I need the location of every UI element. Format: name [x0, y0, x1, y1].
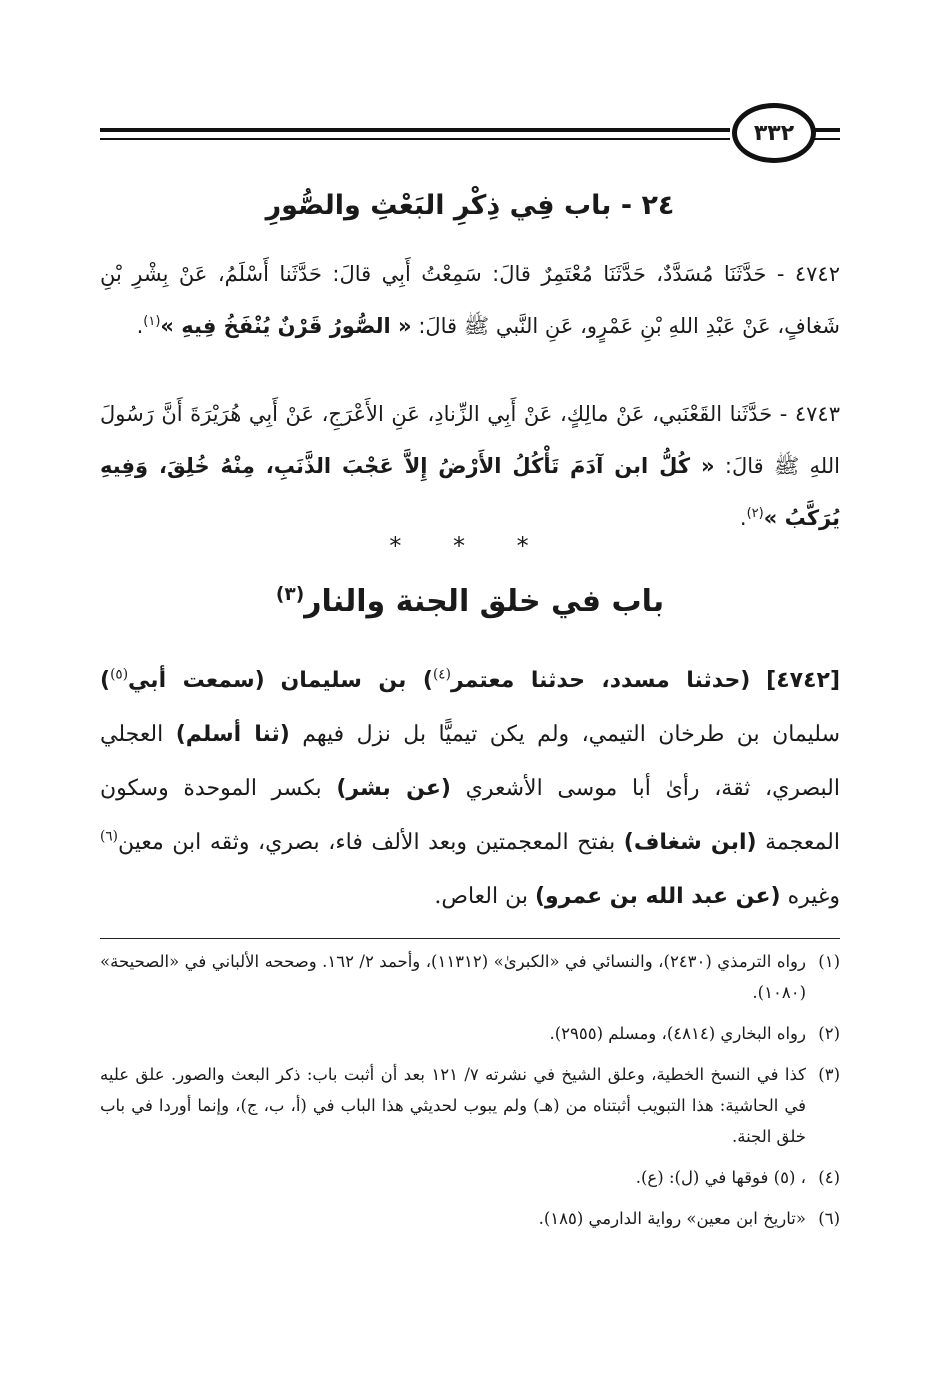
hadith-matn: « كُلُّ ابن آدَمَ تَأْكُلُ الأَرْضُ إِلاَّ عَجْبَ الذَّنَبِ، مِنْهُ خُلِقَ، وَفِيهِ يُرَكَّبُ »: [100, 454, 840, 530]
commentary-paragraph: [100, 654, 840, 924]
section-title-text: باب في خلق الجنة والنار: [304, 584, 665, 619]
footnote-divider: [100, 938, 840, 939]
footnote-ref: (٥): [110, 666, 129, 683]
header-rule-thin: [100, 138, 730, 140]
commentary-quote: (سمعت أبي: [128, 668, 265, 693]
hadith-matn: « الصُّورُ قَرْنٌ يُنْفَخُ فِيهِ »: [160, 314, 412, 338]
footnote-ref: (٦): [100, 828, 118, 845]
commentary-text: بكسر الموحدة وسكون المعجمة: [100, 776, 840, 855]
commentary-quote: (حدثنا مسدد، حدثنا معتمر: [450, 668, 751, 693]
footnote-text: كذا في النسخ الخطية، وعلق الشيخ في نشرته ٧/ ١٢١ بعد أن أثبت باب: ذكر البعث والصور. علق عليه في الحاشية: هذا التبويب أثبتناه من (هـ) ولم يبوب لحديثي هذا الباب في (أ، ب، ج)، وإنما أوردا في باب خلق الجنة.: [100, 1065, 806, 1146]
page-number: ٣٣٢: [732, 103, 816, 163]
footnote-6: [100, 1203, 840, 1234]
footnote-number: (٦): [818, 1209, 840, 1228]
footnote-number: (٤): [818, 1168, 840, 1187]
footnote-1: [100, 946, 840, 1008]
footnote-ref: (٢): [746, 506, 764, 521]
footnote-text: رواه البخاري (٤٨١٤)، ومسلم (٢٩٥٥).: [549, 1024, 806, 1043]
hadith-isnad: حَدَّثَنَا مُسَدَّدٌ، حَدَّثَنَا مُعْتَمِرٌ قالَ: سَمِعْتُ أَبِي قالَ: حَدَّثَنا أَسْلَمُ، عَنْ بِشْرِ بْنِ شَغافٍ، عَنْ عَبْدِ اللهِ بْنِ عَمْرٍو، عَنِ النَّبي ﷺ قالَ:: [100, 262, 840, 338]
section-title: [100, 584, 840, 619]
footnote-text: «تاريخ ابن معين» رواية الدارمي (١٨٥).: [538, 1209, 806, 1228]
commentary-quote: (عن بشر): [336, 776, 451, 801]
hadith-number: ٤٧٤٣: [794, 402, 840, 426]
commentary-quote: (ابن شغاف): [623, 830, 757, 855]
commentary-text: سليمان بن طرخان التيمي، ولم يكن تيميًّا بل نزل فيهم: [302, 722, 841, 747]
hadith-4743: ٤٧٤٣ - حَدَّثَنا القَعْنَبي، عَنْ مالِكٍ، عَنْ أَبِي الزِّنادِ، عَنِ الأَعْرَجِ، عَنْ أَبِي هُرَيْرَةَ أَنَّ رَسُولَ اللهِ ﷺ قالَ: « كُلُّ ابن آدَمَ تَأْكُلُ الأَرْضُ إِلاَّ عَجْبَ الذَّنَبِ، مِنْهُ خُلِقَ، وَفِيهِ يُرَكَّبُ »$^{(٢)}$.: [100, 402, 840, 530]
header-rule-thick: [100, 128, 730, 132]
commentary-quote: (عن عبد الله بن عمرو): [534, 884, 781, 909]
commentary-text: العجلي البصري، ثقة، رأىٰ أبا موسى الأشعري: [100, 722, 840, 801]
footnote-4: [100, 1162, 840, 1193]
commentary-quote: ): [100, 668, 111, 693]
commentary-quote: (ثنا أسلم): [175, 722, 290, 747]
footnote-text: ، (٥) فوقها في (ل): (ع).: [635, 1168, 806, 1187]
footnote-ref: (٤): [432, 666, 451, 683]
header-rule-thin-right: [812, 138, 840, 140]
footnote-2: [100, 1018, 840, 1049]
footnote-number: (٣): [818, 1065, 840, 1084]
footnote-ref: (١): [143, 314, 161, 329]
footnote-ref: (٣): [275, 584, 305, 605]
commentary-hadith-number: [٤٧٤٢]: [766, 668, 841, 693]
footnote-number: (٢): [818, 1024, 840, 1043]
hadith-4742: ٤٧٤٢ - حَدَّثَنَا مُسَدَّدٌ، حَدَّثَنَا مُعْتَمِرٌ قالَ: سَمِعْتُ أَبِي قالَ: حَدَّثَنا أَسْلَمُ، عَنْ بِشْرِ بْنِ شَغافٍ، عَنْ عَبْدِ اللهِ بْنِ عَمْرٍو، عَنِ النَّبي ﷺ قالَ: « الصُّورُ قَرْنٌ يُنْفَخُ فِيهِ »$^{(١)}$.: [100, 262, 840, 338]
commentary-text: بن العاص.: [434, 884, 528, 909]
commentary-quote: ) بن سليمان: [280, 668, 433, 693]
hadith-isnad: حَدَّثَنا القَعْنَبي، عَنْ مالِكٍ، عَنْ أَبِي الزِّنادِ، عَنِ الأَعْرَجِ، عَنْ أَبِي هُرَيْرَةَ أَنَّ رَسُولَ اللهِ ﷺ قالَ:: [100, 402, 840, 478]
header-rule-thick-right: [812, 128, 840, 132]
section-separator: * * *: [389, 532, 551, 560]
footnote-3: [100, 1059, 840, 1152]
page-header: [100, 100, 840, 180]
commentary-text: بفتح المعجمتين وبعد الألف فاء، بصري، وثقه ابن معين: [117, 830, 616, 855]
footnotes: [100, 946, 840, 1244]
chapter-title: ٢٤ - باب فِي ذِكْرِ البَعْثِ والصُّورِ: [265, 190, 675, 221]
footnote-text: رواه الترمذي (٢٤٣٠)، والنسائي في «الكبرىٰ» (١١٣١٢)، وأحمد ٢/ ١٦٢. وصححه الألباني في «الصحيحة» (١٠٨٠).: [100, 952, 806, 1002]
commentary-text: وغيره: [787, 884, 840, 909]
hadith-number: ٤٧٤٢: [794, 262, 840, 286]
footnote-number: (١): [818, 952, 840, 971]
